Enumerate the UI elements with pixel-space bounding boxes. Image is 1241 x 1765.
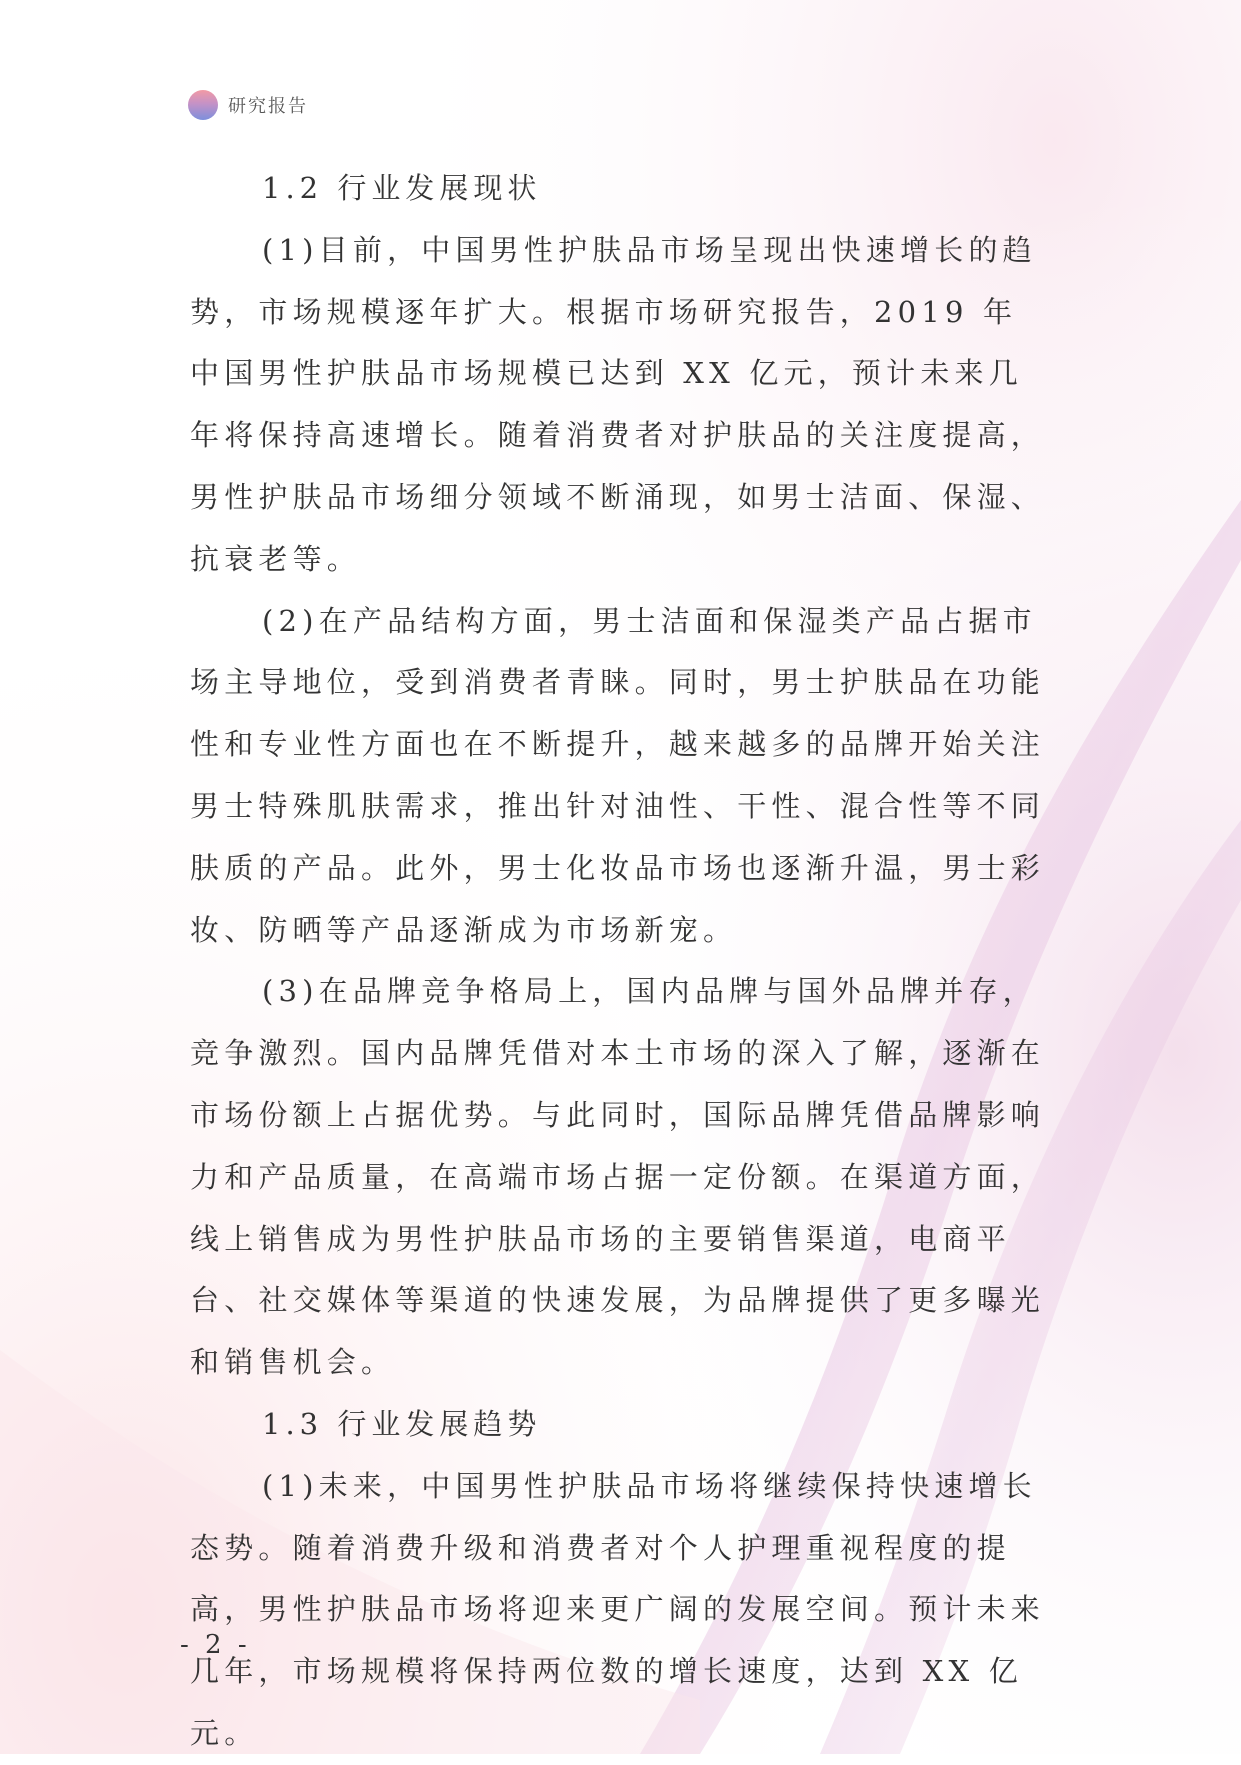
paragraph: (2)在产品结构方面，男士洁面和保湿类产品占据市场主导地位，受到消费者青睐。同时，男士护肤品在功能性和专业性方面也在不断提升，越来越多的品牌开始关注男士特殊肌肤需求，推出针对油性、干性、混合性等不同肤质的产品。此外，男士化妆品市场也逐渐升温，男士彩妆、防晒等产品逐渐成为市场新宠。 <box>190 603 1046 947</box>
header-title: 研究报告 <box>228 96 308 117</box>
page-number: - 2 - <box>180 1630 251 1660</box>
paragraph: (1)目前，中国男性护肤品市场呈现出快速增长的趋势，市场规模逐年扩大。根据市场研究报告，2019 年中国男性护肤品市场规模已达到 XX 亿元，预计未来几年将保持高速增长。随着消费者对护肤品的关注度提高，男性护肤品市场细分领域不断涌现，如男士洁面、保湿、抗衰老等。 <box>190 232 1046 576</box>
report-header <box>188 89 308 121</box>
paragraph: (1)未来，中国男性护肤品市场将继续保持快速增长态势。随着消费升级和消费者对个人护理重视程度的提高，男性护肤品市场将迎来更广阔的发展空间。预计未来几年，市场规模将保持两位数的增长速度，达到 XX 亿元。 <box>190 1468 1046 1750</box>
gradient-circle-logo-icon <box>188 90 218 120</box>
section-heading: 1.3 行业发展趋势 <box>262 1406 542 1441</box>
section-heading: 1.2 行业发展现状 <box>262 171 542 205</box>
document-body <box>190 158 1046 1765</box>
paragraph: (3)在品牌竞争格局上，国内品牌与国外品牌并存，竞争激烈。国内品牌凭借对本土市场的深入了解，逐渐在市场份额上占据优势。与此同时，国际品牌凭借品牌影响力和产品质量，在高端市场占据一定份额。在渠道方面，线上销售成为男性护肤品市场的主要销售渠道，电商平台、社交媒体等渠道的快速发展，为品牌提供了更多曝光和销售机会。 <box>190 974 1046 1380</box>
